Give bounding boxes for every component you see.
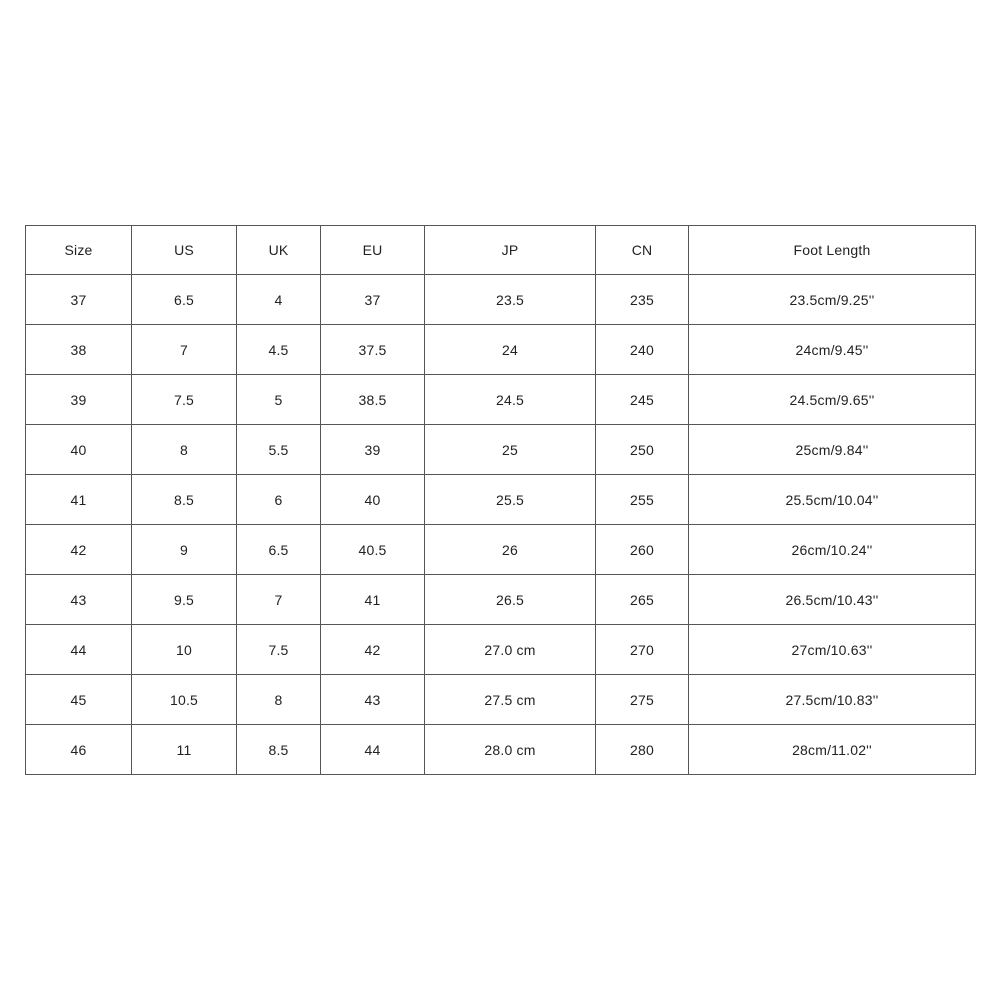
cell-jp: 26.5: [425, 575, 596, 625]
cell-size: 43: [26, 575, 132, 625]
cell-foot-length: 24.5cm/9.65'': [689, 375, 976, 425]
cell-size: 44: [26, 625, 132, 675]
table-row: [26, 625, 976, 675]
header-us: US: [132, 226, 237, 275]
cell-us: 10.5: [132, 675, 237, 725]
cell-eu: 37.5: [321, 325, 425, 375]
cell-foot-length: 24cm/9.45'': [689, 325, 976, 375]
cell-jp: 23.5: [425, 275, 596, 325]
cell-eu: 40.5: [321, 525, 425, 575]
cell-foot-length: 28cm/11.02'': [689, 725, 976, 775]
cell-cn: 270: [596, 625, 689, 675]
cell-cn: 280: [596, 725, 689, 775]
size-chart-header: [26, 226, 976, 275]
cell-us: 9.5: [132, 575, 237, 625]
cell-jp: 28.0 cm: [425, 725, 596, 775]
cell-eu: 39: [321, 425, 425, 475]
size-chart-body: [26, 275, 976, 775]
cell-eu: 42: [321, 625, 425, 675]
cell-uk: 6.5: [237, 525, 321, 575]
table-row: [26, 725, 976, 775]
cell-size: 42: [26, 525, 132, 575]
cell-cn: 240: [596, 325, 689, 375]
table-row: [26, 675, 976, 725]
cell-uk: 5: [237, 375, 321, 425]
table-row: [26, 375, 976, 425]
cell-size: 38: [26, 325, 132, 375]
cell-eu: 37: [321, 275, 425, 325]
cell-uk: 4: [237, 275, 321, 325]
cell-foot-length: 23.5cm/9.25'': [689, 275, 976, 325]
cell-eu: 38.5: [321, 375, 425, 425]
cell-us: 6.5: [132, 275, 237, 325]
cell-size: 37: [26, 275, 132, 325]
cell-uk: 8: [237, 675, 321, 725]
header-cn: CN: [596, 226, 689, 275]
table-row: [26, 425, 976, 475]
cell-uk: 8.5: [237, 725, 321, 775]
cell-jp: 24.5: [425, 375, 596, 425]
cell-uk: 7: [237, 575, 321, 625]
cell-foot-length: 25.5cm/10.04'': [689, 475, 976, 525]
cell-cn: 250: [596, 425, 689, 475]
cell-jp: 25: [425, 425, 596, 475]
header-eu: EU: [321, 226, 425, 275]
cell-uk: 7.5: [237, 625, 321, 675]
header-size: Size: [26, 226, 132, 275]
cell-us: 9: [132, 525, 237, 575]
cell-jp: 26: [425, 525, 596, 575]
cell-cn: 265: [596, 575, 689, 625]
cell-jp: 27.0 cm: [425, 625, 596, 675]
cell-uk: 4.5: [237, 325, 321, 375]
table-row: [26, 575, 976, 625]
cell-us: 11: [132, 725, 237, 775]
table-row: [26, 325, 976, 375]
cell-us: 7.5: [132, 375, 237, 425]
cell-size: 46: [26, 725, 132, 775]
cell-cn: 260: [596, 525, 689, 575]
header-foot-length: Foot Length: [689, 226, 976, 275]
header-uk: UK: [237, 226, 321, 275]
cell-us: 7: [132, 325, 237, 375]
cell-us: 10: [132, 625, 237, 675]
cell-uk: 5.5: [237, 425, 321, 475]
cell-eu: 44: [321, 725, 425, 775]
cell-foot-length: 27.5cm/10.83'': [689, 675, 976, 725]
cell-us: 8: [132, 425, 237, 475]
table-row: [26, 525, 976, 575]
cell-cn: 255: [596, 475, 689, 525]
cell-jp: 24: [425, 325, 596, 375]
table-row: [26, 275, 976, 325]
cell-foot-length: 26.5cm/10.43'': [689, 575, 976, 625]
cell-cn: 275: [596, 675, 689, 725]
header-jp: JP: [425, 226, 596, 275]
cell-eu: 40: [321, 475, 425, 525]
cell-cn: 235: [596, 275, 689, 325]
cell-size: 39: [26, 375, 132, 425]
header-row: [26, 226, 976, 275]
size-chart-table: [25, 225, 976, 775]
cell-foot-length: 27cm/10.63'': [689, 625, 976, 675]
cell-foot-length: 25cm/9.84'': [689, 425, 976, 475]
cell-uk: 6: [237, 475, 321, 525]
cell-jp: 25.5: [425, 475, 596, 525]
cell-size: 41: [26, 475, 132, 525]
cell-size: 40: [26, 425, 132, 475]
cell-jp: 27.5 cm: [425, 675, 596, 725]
table-row: [26, 475, 976, 525]
cell-us: 8.5: [132, 475, 237, 525]
cell-size: 45: [26, 675, 132, 725]
cell-foot-length: 26cm/10.24'': [689, 525, 976, 575]
cell-eu: 41: [321, 575, 425, 625]
cell-cn: 245: [596, 375, 689, 425]
cell-eu: 43: [321, 675, 425, 725]
